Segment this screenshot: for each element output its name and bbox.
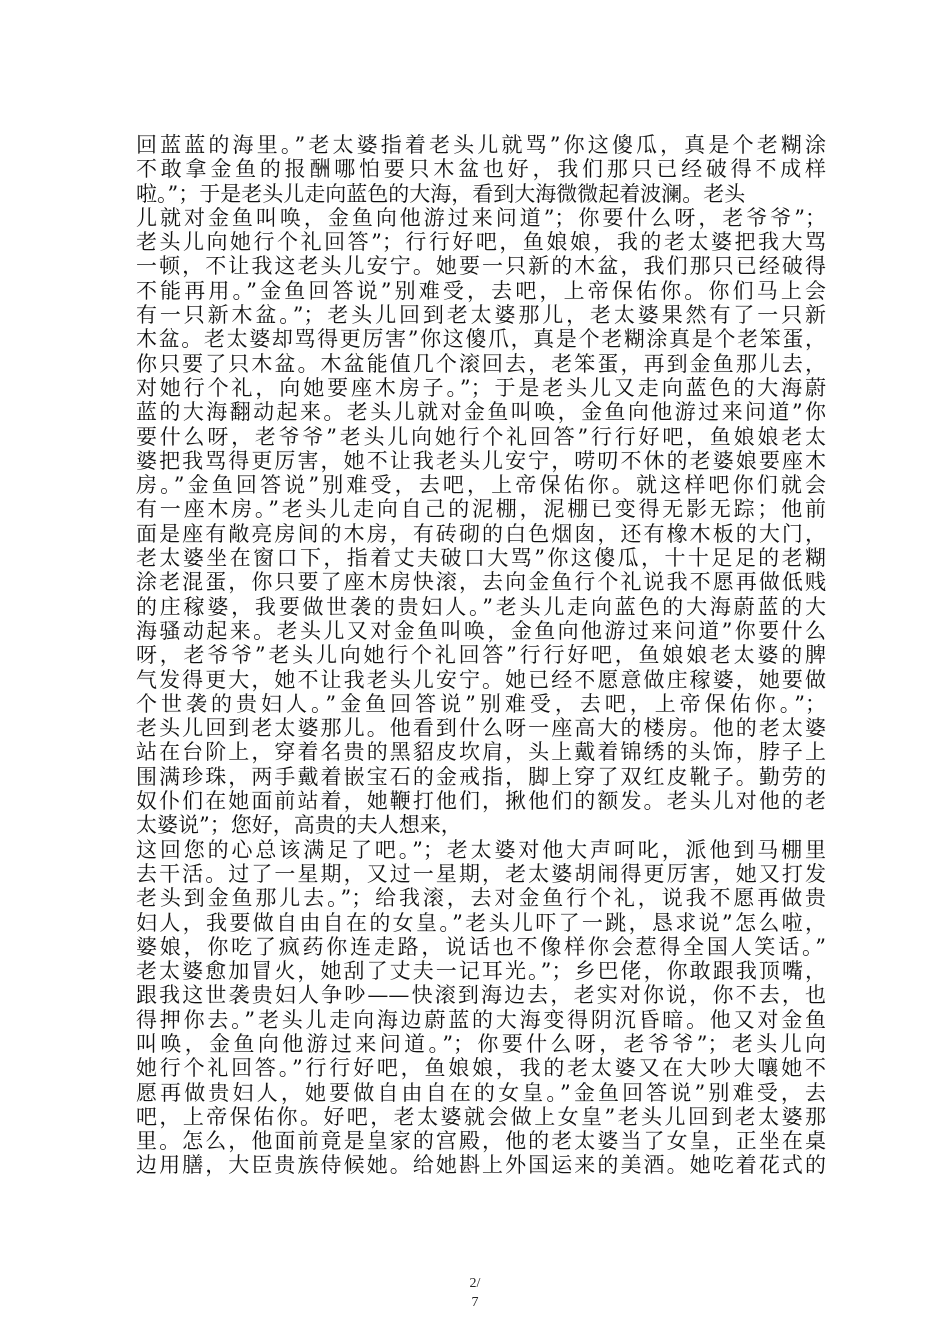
text-line: 气发得更大，她不让我老头儿安宁。她已经不愿意做庄稼婆，她要做	[136, 667, 826, 692]
text-line: 吧，上帝保佑你。好吧，老太婆就会做上女皇”老头儿回到老太婆那	[136, 1104, 826, 1129]
text-line: 边用膳，大臣贵族侍候她。给她斟上外国运来的美酒。她吃着花式的	[136, 1153, 826, 1178]
text-line: 围满珍珠，两手戴着嵌宝石的金戒指，脚上穿了双红皮靴子。勤劳的	[136, 764, 826, 789]
text-line: 跟我这世袭贵妇人争吵——快滚到海边去，老实对你说，你不去，也	[136, 983, 826, 1008]
text-line: 婆把我骂得更厉害，她不让我老头儿安宁，唠叨不休的老婆娘要座木	[136, 448, 826, 473]
text-line: 老头儿回到老太婆那儿。他看到什么呀一座高大的楼房。他的老太婆	[136, 716, 826, 741]
text-line: 蓝的大海翻动起来。老头儿就对金鱼叫唤，金鱼向他游过来问道”你	[136, 400, 826, 425]
text-line: 要什么呀，老爷爷”老头儿向她行个礼回答”行行好吧，鱼娘娘老太	[136, 424, 826, 449]
text-line: 对她行个礼，向她要座木房子。”；于是老头儿又走向蓝色的大海蔚	[136, 375, 826, 400]
text-line: 这回您的心总该满足了吧。”；老太婆对他大声呵叱，派他到马棚里	[136, 837, 826, 862]
text-line: 叫唤，金鱼向他游过来问道。”；你要什么呀，老爷爷”；老头儿向	[136, 1031, 826, 1056]
text-line: 站在台阶上，穿着名贵的黑貂皮坎肩，头上戴着锦绣的头饰，脖子上	[136, 740, 826, 765]
text-line: 老太婆坐在窗口下，指着丈夫破口大骂”你这傻瓜，十十足足的老糊	[136, 546, 826, 571]
text-line: 太婆说”；您好，高贵的夫人想来，	[136, 813, 462, 838]
text-line: 不能再用。”金鱼回答说”别难受，去吧，上帝保佑你。你们马上会	[136, 278, 826, 303]
text-line: 有一只新木盆。”；老头儿回到老太婆那儿，老太婆果然有了一只新	[136, 303, 826, 328]
text-line: 去干活。过了一星期，又过一星期，老太婆胡闹得更厉害，她又打发	[136, 861, 826, 886]
text-line: 一顿，不让我这老头儿安宁。她要一只新的木盆，我们那只已经破得	[136, 254, 826, 279]
page-number	[450, 1274, 500, 1312]
text-line: 得押你去。”老头儿走向海边蔚蓝的大海变得阴沉昏暗。他又对金鱼	[136, 1007, 826, 1032]
text-line: 你只要了只木盆。木盆能值几个滚回去，老笨蛋，再到金鱼那儿去，	[136, 351, 826, 376]
text-line: 有一座木房。”老头儿走向自己的泥棚，泥棚已变得无影无踪；他前	[136, 497, 826, 522]
text-line: 回蓝蓝的海里。”老太婆指着老头儿就骂”你这傻瓜，真是个老糊涂	[136, 133, 826, 157]
body-text	[136, 133, 826, 1178]
text-line: 啦。”；于是老头儿走向蓝色的大海，看到大海微微起着波澜。老头	[136, 181, 746, 206]
text-line: 房。”金鱼回答说”别难受，去吧，上帝保佑你。就这样吧你们就会	[136, 473, 826, 498]
text-line: 木盆。老太婆却骂得更厉害”你这傻爪，真是个老糊涂真是个老笨蛋，	[136, 327, 826, 352]
text-line: 海骚动起来。老头儿又对金鱼叫唤，金鱼向他游过来问道”你要什么	[136, 618, 826, 643]
text-line: 愿再做贵妇人，她要做自由自在的女皇。”金鱼回答说”别难受，去	[136, 1080, 826, 1105]
text-line: 老头到金鱼那儿去。”；给我滚，去对金鱼行个礼，说我不愿再做贵	[136, 886, 826, 911]
text-line: 妇人，我要做自由自在的女皇。”老头儿吓了一跳，恳求说”怎么啦，	[136, 910, 826, 935]
page-number-total: 7	[471, 1295, 479, 1310]
text-line: 涂老混蛋，你只要了座木房快滚，去向金鱼行个礼说我不愿再做低贱	[136, 570, 826, 595]
text-line: 她行个礼回答。”行行好吧，鱼娘娘，我的老太婆又在大吵大嚷她不	[136, 1056, 826, 1081]
text-line: 个世袭的贵妇人。”金鱼回答说”别难受，去吧，上帝保佑你。”；	[136, 691, 826, 716]
text-line: 里。怎么，他面前竟是皇家的宫殿，他的老太婆当了女皇，正坐在桌	[136, 1129, 826, 1154]
text-line: 婆娘，你吃了疯药你连走路，说话也不像样你会惹得全国人笑话。”	[136, 934, 826, 959]
text-line: 不敢拿金鱼的报酬哪怕要只木盆也好，我们那只已经破得不成样	[136, 157, 826, 182]
text-line: 老头儿向她行个礼回答”；行行好吧，鱼娘娘，我的老太婆把我大骂	[136, 230, 826, 255]
page-number-current: 2/	[469, 1276, 481, 1291]
text-line: 面是座有敞亮房间的木房，有砖砌的白色烟囱，还有橡木板的大门，	[136, 521, 826, 546]
text-line: 老太婆愈加冒火，她刮了丈夫一记耳光。”；乡巴佬，你敢跟我顶嘴，	[136, 959, 826, 984]
text-line: 呀，老爷爷”老头儿向她行个礼回答”行行好吧，鱼娘娘老太婆的脾	[136, 643, 826, 668]
text-line: 儿就对金鱼叫唤，金鱼向他游过来问道”；你要什么呀，老爷爷”；	[136, 205, 826, 230]
text-line: 奴仆们在她面前站着，她鞭打他们，揪他们的额发。老头儿对他的老	[136, 789, 826, 814]
text-line: 的庄稼婆，我要做世袭的贵妇人。”老头儿走向蓝色的大海蔚蓝的大	[136, 594, 826, 619]
